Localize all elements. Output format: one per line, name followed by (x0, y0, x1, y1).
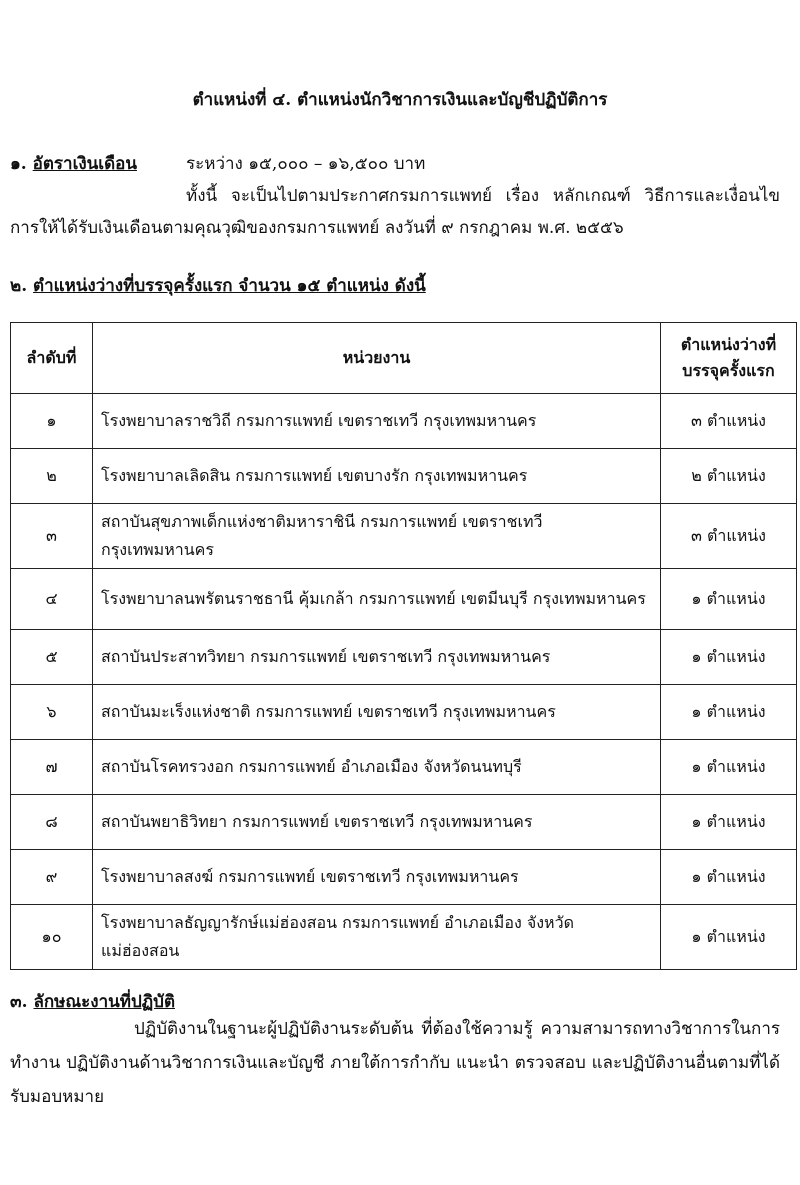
row-count: ๑ ตำแหน่ง (661, 685, 797, 740)
row-unit: สถาบันมะเร็งแห่งชาติ กรมการแพทย์ เขตราชเทวี กรุงเทพมหานคร (93, 685, 661, 740)
section1-paragraph: ทั้งนี้ จะเป็นไปตามประกาศกรมการแพทย์ เรื่อง หลักเกณฑ์ วิธีการและเงื่อนไข การให้ได้รับเงินเดือนตามคุณวุฒิของกรมการแพทย์ ลงวันที่ ๙ กรกฎาคม พ.ศ. ๒๕๕๖ (10, 186, 780, 238)
table-row (11, 685, 797, 740)
row-count: ๓ ตำแหน่ง (661, 504, 797, 569)
row-count: ๑ ตำแหน่ง (661, 740, 797, 795)
row-number: ๕ (11, 630, 93, 685)
table-row (11, 569, 797, 630)
positions-table (10, 322, 797, 970)
table-row (11, 504, 797, 569)
row-number: ๓ (11, 504, 93, 569)
section2-number: ๒. (10, 276, 28, 296)
table-row (11, 905, 797, 970)
table-row (11, 850, 797, 905)
header-order: ลำดับที่ (11, 323, 93, 394)
row-count: ๑ ตำแหน่ง (661, 569, 797, 630)
section1-number: ๑. (10, 154, 27, 174)
row-number: ๑ (11, 394, 93, 449)
section1-title: อัตราเงินเดือน (32, 154, 137, 174)
table-row (11, 394, 797, 449)
table-header-row (11, 323, 797, 394)
salary-range: ระหว่าง ๑๕,๐๐๐ – ๑๖,๕๐๐ บาท (186, 154, 426, 174)
row-count: ๓ ตำแหน่ง (661, 394, 797, 449)
section3-paragraph: ปฏิบัติงานในฐานะผู้ปฏิบัติงานระดับต้น ที่ต้องใช้ความรู้ ความสามารถทางวิชาการในการทำงาน ปฏิบัติงานด้านวิชาการเงินและบัญชี ภายใต้การกำกับ แนะนำ ตรวจสอบ และปฏิบัติงานอื่นตามที่ได้รับมอบหมาย (10, 1019, 780, 1107)
section2-title: ตำแหน่งว่างที่บรรจุครั้งแรก จำนวน ๑๕ ตำแหน่ง ดังนี้ (33, 276, 426, 296)
row-unit: โรงพยาบาลราชวิถี กรมการแพทย์ เขตราชเทวี กรุงเทพมหานคร (93, 394, 661, 449)
row-number: ๘ (11, 795, 93, 850)
row-count: ๒ ตำแหน่ง (661, 449, 797, 504)
row-count: ๑ ตำแหน่ง (661, 850, 797, 905)
section3-heading (10, 988, 175, 1015)
row-unit: โรงพยาบาลธัญญารักษ์แม่ฮ่องสอน กรมการแพทย์ อำเภอเมือง จังหวัดแม่ฮ่องสอน (93, 905, 661, 970)
row-unit: สถาบันประสาทวิทยา กรมการแพทย์ เขตราชเทวี กรุงเทพมหานคร (93, 630, 661, 685)
row-count: ๑ ตำแหน่ง (661, 630, 797, 685)
row-unit: โรงพยาบาลนพรัตนราชธานี คุ้มเกล้า กรมการแพทย์ เขตมีนบุรี กรุงเทพมหานคร (93, 569, 661, 630)
row-unit: สถาบันสุขภาพเด็กแห่งชาติมหาราชินี กรมการแพทย์ เขตราชเทวี กรุงเทพมหานคร (93, 504, 661, 569)
row-number: ๔ (11, 569, 93, 630)
row-unit: โรงพยาบาลเลิดสิน กรมการแพทย์ เขตบางรัก กรุงเทพมหานคร (93, 449, 661, 504)
row-number: ๙ (11, 850, 93, 905)
table-row (11, 795, 797, 850)
row-count: ๑ ตำแหน่ง (661, 795, 797, 850)
table-row (11, 449, 797, 504)
row-count: ๑ ตำแหน่ง (661, 905, 797, 970)
header-count: ตำแหน่งว่างที่บรรจุครั้งแรก (661, 323, 797, 394)
header-unit: หน่วยงาน (93, 323, 661, 394)
row-unit: โรงพยาบาลสงฆ์ กรมการแพทย์ เขตราชเทวี กรุงเทพมหานคร (93, 850, 661, 905)
row-number: ๑๐ (11, 905, 93, 970)
row-unit: สถาบันพยาธิวิทยา กรมการแพทย์ เขตราชเทวี กรุงเทพมหานคร (93, 795, 661, 850)
section3-number: ๓. (10, 992, 28, 1012)
row-number: ๗ (11, 740, 93, 795)
section2-heading (10, 272, 426, 299)
section1-heading (10, 150, 137, 177)
row-number: ๖ (11, 685, 93, 740)
row-unit: สถาบันโรคทรวงอก กรมการแพทย์ อำเภอเมือง จังหวัดนนทบุรี (93, 740, 661, 795)
row-number: ๒ (11, 449, 93, 504)
table-row (11, 630, 797, 685)
document-title: ตำแหน่งที่ ๔. ตำแหน่งนักวิชาการเงินและบัญชีปฏิบัติการ (192, 90, 608, 110)
table-row (11, 740, 797, 795)
section3-title: ลักษณะงานที่ปฏิบัติ (33, 992, 175, 1012)
